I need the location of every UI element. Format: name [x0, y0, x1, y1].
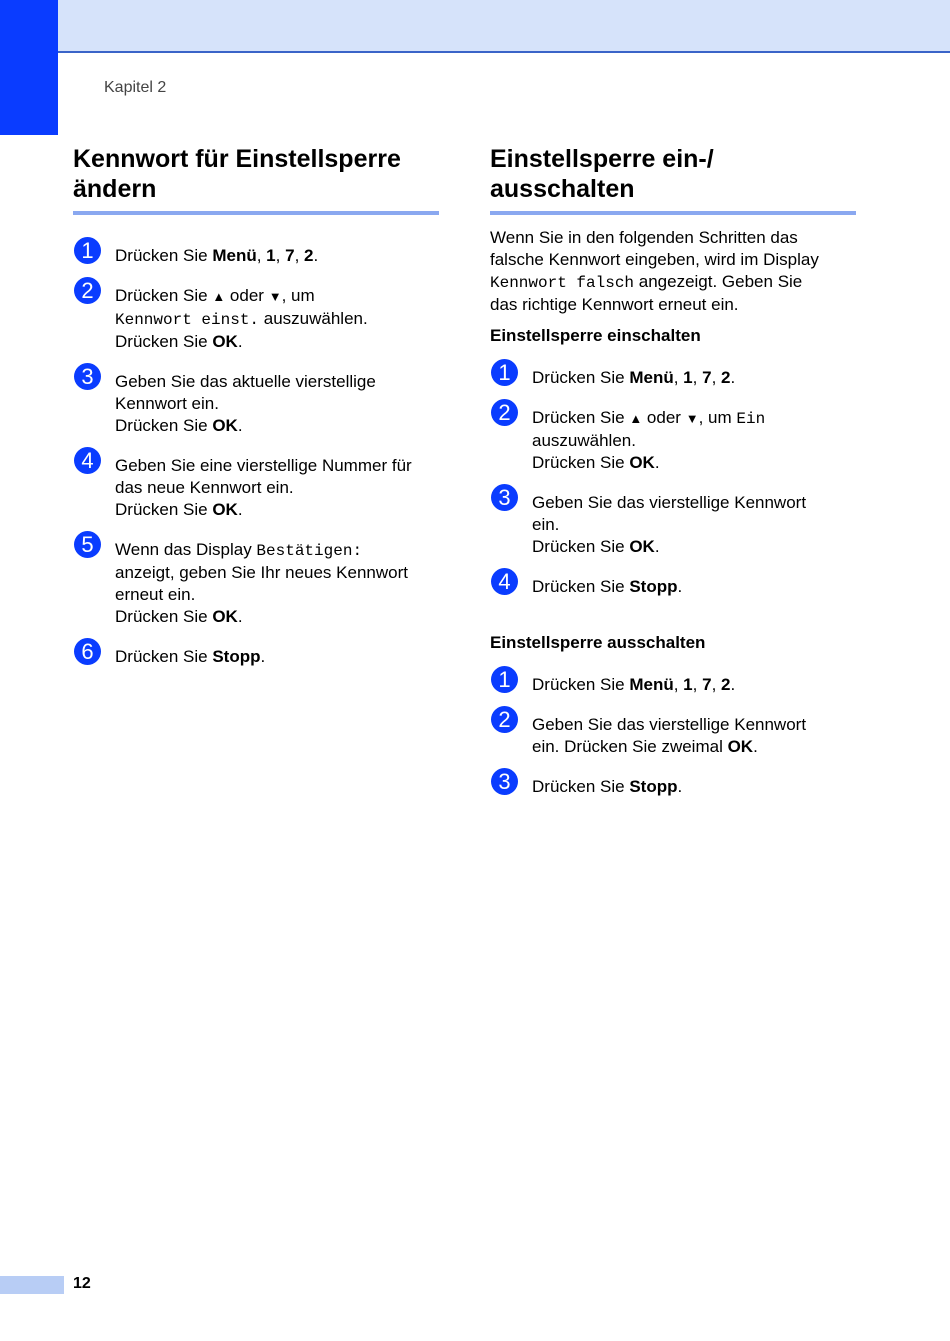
step-item [490, 485, 856, 558]
step-text: auszuwählen. [532, 431, 636, 450]
step-text: anzeigt, geben Sie Ihr neues Kennwort [115, 563, 408, 582]
left-title-line2: ändern [73, 175, 157, 203]
step-number-badge: 1 [491, 359, 518, 386]
step-text: , um [698, 408, 737, 427]
key-menu: Menü [629, 368, 674, 387]
step-number-badge: 3 [491, 768, 518, 795]
step-text: Drücken Sie [115, 607, 213, 626]
section-heading-off: Einstellsperre ausschalten [490, 633, 706, 652]
key-menu: Menü [212, 246, 257, 265]
step-text: . [654, 537, 660, 556]
step-item [490, 569, 856, 598]
step-text: , [692, 675, 703, 694]
page-number: 12 [73, 1275, 91, 1292]
step-text: ein. [532, 515, 560, 534]
intro-text: das richtige Kennwort erneut ein. [490, 295, 739, 314]
on-steps [490, 360, 856, 598]
footer-bar [0, 1276, 64, 1294]
key-7: 7 [702, 675, 712, 694]
step-text: Drücken Sie [532, 453, 630, 472]
step-item [490, 707, 856, 758]
step-text: Drücken Sie [532, 777, 630, 796]
chapter-tab [0, 0, 58, 135]
step-text: Drücken Sie [115, 286, 213, 305]
step-text: Drücken Sie [115, 332, 213, 351]
step-text: Kennwort ein. [115, 394, 219, 413]
step-text: Drücken Sie [532, 537, 630, 556]
intro-text: falsche Kennwort eingeben, wird im Display [490, 250, 819, 269]
step-number-badge: 2 [74, 277, 101, 304]
step-text: . [313, 246, 319, 265]
step-item [73, 448, 439, 521]
step-text: , [673, 368, 684, 387]
key-ok: OK [212, 607, 238, 626]
intro-paragraph [490, 227, 856, 316]
section-heading-on: Einstellsperre einschalten [490, 326, 701, 345]
key-ok: OK [212, 416, 238, 435]
step-item [73, 532, 439, 628]
step-item [73, 278, 439, 353]
step-item [490, 667, 856, 696]
step-text: . [677, 777, 683, 796]
display-text: Kennwort einst. [115, 311, 260, 329]
intro-text: Wenn Sie in den folgenden Schritten das [490, 228, 798, 247]
intro-text: angezeigt. Geben Sie [634, 272, 803, 291]
display-text: Ein [736, 410, 766, 428]
left-title-rule [73, 211, 439, 215]
right-title-rule [490, 211, 856, 215]
key-7: 7 [702, 368, 712, 387]
key-ok: OK [212, 332, 238, 351]
right-title [490, 144, 856, 204]
step-text: . [730, 368, 736, 387]
step-item [73, 639, 439, 668]
step-text: ein. Drücken Sie zweimal [532, 737, 728, 756]
step-text: Geben Sie eine vierstellige Nummer für [115, 456, 412, 475]
key-2: 2 [721, 368, 731, 387]
step-text: , [275, 246, 286, 265]
step-text: Wenn das Display [115, 540, 257, 559]
step-text: . [654, 453, 660, 472]
step-text: Drücken Sie [532, 368, 630, 387]
step-text: . [730, 675, 736, 694]
step-text: , [256, 246, 267, 265]
left-steps [73, 238, 439, 668]
key-1: 1 [683, 675, 693, 694]
step-number-badge: 2 [491, 706, 518, 733]
left-title [73, 144, 439, 204]
step-text: , [692, 368, 703, 387]
step-text: Drücken Sie [532, 408, 630, 427]
step-text: , [294, 246, 305, 265]
step-text: Drücken Sie [115, 500, 213, 519]
step-text: Geben Sie das aktuelle vierstellige [115, 372, 376, 391]
step-number-badge: 3 [491, 484, 518, 511]
chapter-label: Kapitel 2 [104, 79, 167, 96]
arrow-up-icon: ▲ [212, 289, 226, 304]
step-text: . [237, 332, 243, 351]
step-text: . [677, 577, 683, 596]
arrow-down-icon: ▼ [685, 411, 699, 426]
step-number-badge: 2 [491, 399, 518, 426]
key-1: 1 [683, 368, 693, 387]
step-text: erneut ein. [115, 585, 196, 604]
right-title-line1: Einstellsperre ein-/ [490, 145, 714, 173]
key-2: 2 [721, 675, 731, 694]
key-stopp: Stopp [629, 777, 678, 796]
display-text: Bestätigen: [256, 542, 363, 560]
step-text: oder [642, 408, 686, 427]
step-text: . [237, 416, 243, 435]
step-item [73, 238, 439, 267]
step-text: , [711, 675, 722, 694]
step-item [490, 769, 856, 798]
header-band [0, 0, 950, 53]
key-ok: OK [629, 537, 655, 556]
step-item [73, 364, 439, 437]
step-text: , [673, 675, 684, 694]
step-text: Geben Sie das vierstellige Kennwort [532, 493, 807, 512]
key-ok: OK [629, 453, 655, 472]
key-2: 2 [304, 246, 314, 265]
left-title-line1: Kennwort für Einstellsperre [73, 145, 401, 173]
step-text: Geben Sie das vierstellige Kennwort [532, 715, 807, 734]
step-text: , [711, 368, 722, 387]
step-text: Drücken Sie [115, 246, 213, 265]
arrow-up-icon: ▲ [629, 411, 643, 426]
step-text: , um [281, 286, 315, 305]
step-item [490, 360, 856, 389]
display-text: Kennwort falsch [490, 274, 635, 292]
step-number-badge: 1 [491, 666, 518, 693]
step-text: Drücken Sie [115, 647, 213, 666]
right-column [490, 144, 856, 816]
step-text: das neue Kennwort ein. [115, 478, 294, 497]
step-text: . [260, 647, 266, 666]
key-1: 1 [266, 246, 276, 265]
key-menu: Menü [629, 675, 674, 694]
step-number-badge: 3 [74, 363, 101, 390]
key-7: 7 [285, 246, 295, 265]
step-text: oder [225, 286, 269, 305]
step-text: Drücken Sie [532, 675, 630, 694]
step-text: Drücken Sie [532, 577, 630, 596]
step-text: . [237, 500, 243, 519]
step-number-badge: 5 [74, 531, 101, 558]
arrow-down-icon: ▼ [268, 289, 282, 304]
step-text: Drücken Sie [115, 416, 213, 435]
right-title-line2: ausschalten [490, 175, 635, 203]
step-number-badge: 4 [491, 568, 518, 595]
step-number-badge: 6 [74, 638, 101, 665]
step-number-badge: 4 [74, 447, 101, 474]
off-steps [490, 667, 856, 798]
left-column [73, 144, 439, 686]
key-ok: OK [212, 500, 238, 519]
step-number-badge: 1 [74, 237, 101, 264]
key-stopp: Stopp [629, 577, 678, 596]
key-ok: OK [727, 737, 754, 756]
step-text: . [753, 737, 758, 756]
step-item [490, 400, 856, 474]
step-text: . [237, 607, 243, 626]
key-stopp: Stopp [212, 647, 261, 666]
step-text: auszuwählen. [259, 309, 368, 328]
